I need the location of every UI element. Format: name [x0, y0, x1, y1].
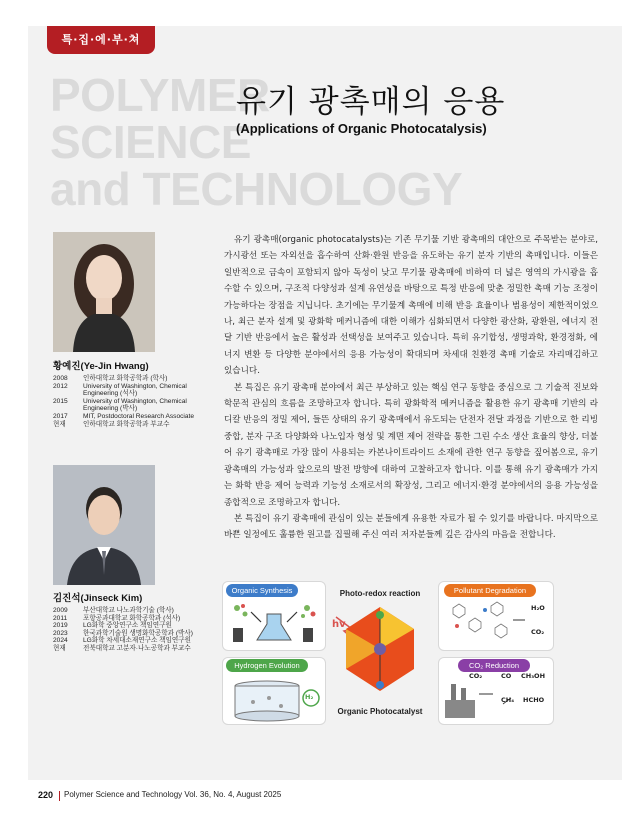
cv-entry: 2012 University of Washington, Chemical Engineering (석사) — [53, 382, 187, 398]
ch3oh-label: CH₃OH — [521, 672, 546, 680]
co2-source-label: CO₂ — [469, 672, 483, 680]
co-label: CO — [501, 672, 512, 680]
page-number: 220 — [38, 790, 54, 800]
footer-divider — [59, 791, 60, 801]
author-name: 김진석(Jinseck Kim) — [53, 593, 143, 604]
body-paragraph: 본 특집은 유기 광촉매 분야에서 최근 부상하고 있는 핵심 연구 동향을 중심으로 그 기술적 진보와 학문적 관심의 흐름을 조망하고자 합니다. 특히 광화학적 메커니즘을 활용한 유기 광촉매 기반의 라디칼 반응의 정밀 제어, 들뜬 상태의 유기 광촉매에서 유도되는 단전자 전달 과정을 기반으로 한 리빙 중합, 분자 구조 다양화와 나노입자 형성 및 계면 제어 전략을 통한 그린 수소 생산 효율의 향상, 더불어 유기 광촉매로 가장 많이 사용되는 카본나이트라이드 소재에 관한 연구 동향을 짚어봄으로, 유기 광촉매의 가능성과 앞으로의 발전 방향에 대하여 고찰하고자 합니다. 이를 통해 유기 광촉매가 가지는 화학 반응 제어 능력과 기능성 소재로서의 확장성, 그리고 에너지·환경 분야에서의 응용 가능성을 종합적으로 조명하고자 합니다. — [224, 382, 598, 508]
organic-synthesis-label: Organic Synthesis — [226, 584, 298, 597]
h2o-label: H₂O — [531, 604, 545, 612]
h2-label: H₂ — [305, 693, 314, 701]
hcho-label: HCHO — [523, 696, 545, 704]
cv-entry: 현재 전북대학교 고분자·나노공학과 부교수 — [53, 644, 191, 652]
cv-entry: 2017 MIT, Postdoctoral Research Associate — [53, 412, 195, 420]
journal-citation: Polymer Science and Technology Vol. 36, No. 4, August 2025 — [64, 790, 282, 799]
hydrogen-evolution-label: Hydrogen Evolution — [226, 659, 308, 672]
page-footer — [0, 780, 622, 830]
watermark-line: SCIENCE — [50, 116, 251, 168]
cv-entry: 2011 포항공과대학교 화학공학과 (석사) — [53, 614, 181, 622]
author-photo — [53, 232, 155, 352]
cv-entry: 2024 LG화학 차세대소재연구소 책임연구원 — [53, 637, 192, 645]
page-subtitle: (Applications of Organic Photocatalysis) — [236, 121, 487, 136]
ch4-label: CH₄ — [501, 696, 515, 704]
cv-entry: 2008 인하대학교 화학공학과 (학사) — [53, 375, 168, 382]
page-title: 유기 광촉매의 응용 — [236, 84, 506, 120]
cv-entry: 현재 인하대학교 화학공학과 부교수 — [53, 420, 170, 428]
co2-product-label: CO₂ — [531, 628, 545, 636]
center-panel — [326, 577, 434, 723]
watermark-line: POLYMER — [50, 69, 270, 121]
co2-reduction-label: CO₂ Reduction — [458, 659, 530, 672]
author-bio — [53, 590, 223, 653]
author-photo — [53, 465, 155, 585]
center-label: Organic Photocatalyst — [337, 707, 423, 716]
article-body — [224, 232, 598, 544]
hv-label: hv — [332, 619, 346, 630]
photo-redox-label: Photo-redox reaction — [339, 589, 421, 598]
overview-figure — [222, 577, 604, 723]
watermark-line: and TECHNOLOGY — [50, 163, 463, 215]
pollutant-degradation-label: Pollutant Degradation — [444, 584, 536, 597]
section-tab: 특·집·에·부·쳐 — [47, 26, 155, 54]
cv-entry: 2009 부산대학교 나노과학기술 (학사) — [53, 607, 174, 614]
cv-entry: 2023 한국과학기술원 생명화학공학과 (박사) — [53, 629, 193, 637]
body-paragraph: 본 특집이 유기 광촉매에 관심이 있는 분들에게 유용한 자료가 될 수 있기를 바랍니다. 마지막으로 바쁜 일정에도 훌륭한 원고를 집필해 주신 여러 저자분들께 깊은 감사의 마음을 전합니다. — [224, 513, 598, 541]
body-paragraph: 유기 광촉매(organic photocatalysts)는 기존 무기물 기반 광촉매의 대안으로 주목받는 분야로, 가시광선 또는 자외선을 흡수하여 산화·환원 반응을 유도하는 유기 분자 기반의 촉매입니다. 이들은 일반적으로 금속이 포함되지 않아 독성이 낮고 무기물 광촉매에 비하여 더 넓은 영역의 가시광을 흡수할 수 있으며, 구조적 다양성과 설계 유연성을 바탕으로 특정 반응에 맞춘 정밀한 촉매 기능 조정이 가능하다는 장점을 지닙니다. 초기에는 무기물계 촉매에 비해 반응 효율이나 범용성이 제한적이었으나, 최근 분자 설계 및 광화학 메커니즘에 대한 이해가 심화되면서 다양한 광산화, 광환원, 에너지 전달 기반 반응에서 높은 활성과 선택성을 보여주고 있습니다. 특히 유기합성, 생명과학, 환경정화, 에너지 변환 등 다양한 분야에서의 응용 가능성이 확대되며 차세대 친환경 촉매 기술로 자리매김하고 있습니다. — [224, 235, 598, 377]
author-bio — [53, 358, 223, 428]
author-name: 황예진(Ye-Jin Hwang) — [53, 361, 149, 372]
cv-entry: 2015 University of Washington, Chemical Engineering (박사) — [53, 397, 187, 413]
cv-entry: 2019 LG화학 중앙연구소 책임연구원 — [53, 622, 172, 630]
